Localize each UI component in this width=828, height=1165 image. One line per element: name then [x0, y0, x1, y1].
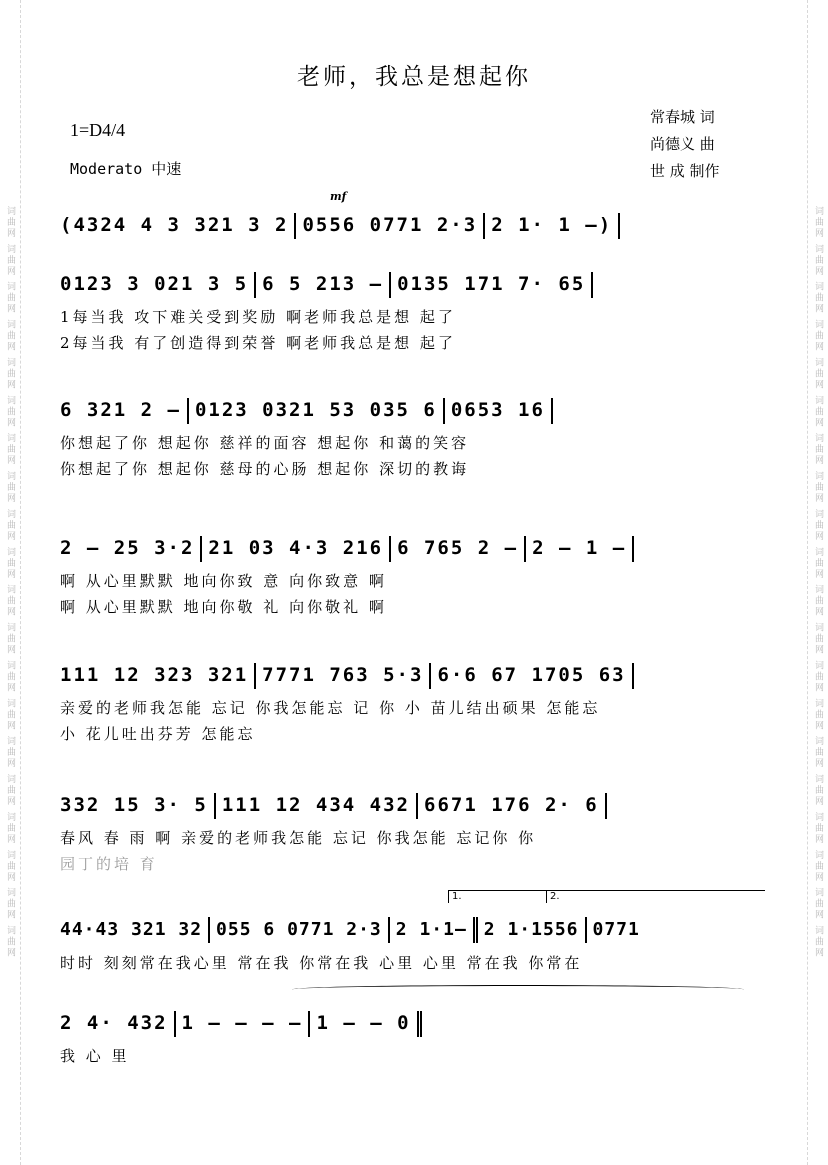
right-watermark-text: 词曲网: [813, 471, 823, 505]
score-system: [60, 390, 768, 482]
lyric-verse-1: 啊 从心里默默 地向你致 意 向你致意 啊: [60, 572, 387, 590]
score-system: [60, 205, 768, 245]
left-watermark-text: 词曲网: [5, 357, 15, 391]
tie-arc: [292, 985, 744, 994]
lyric-line: 我 心 里: [60, 1047, 130, 1065]
lyricist-credit: 常春城 词: [650, 108, 715, 126]
measure-group: 332 15 3· 5: [60, 794, 208, 816]
right-watermark-strip: [807, 0, 828, 1165]
right-watermark-text: 词曲网: [813, 887, 823, 921]
lyric-verse-1: 你想起了你 想起你 慈祥的面容 想起你 和蔼的笑容: [60, 434, 470, 452]
left-watermark-text: 词曲网: [5, 850, 15, 884]
score-system: [60, 1003, 768, 1069]
measure-group: 7771 763 5·3: [262, 664, 424, 686]
right-watermark-text: 词曲网: [813, 433, 823, 467]
barline: [308, 1011, 310, 1037]
barline: [551, 398, 553, 424]
left-watermark-strip: [0, 0, 21, 1165]
measure-group: 6 5 213 –: [262, 273, 384, 295]
first-ending-bracket: 1.: [448, 890, 552, 903]
left-watermark-text: 词曲网: [5, 471, 15, 505]
notation-line: [60, 264, 768, 304]
final-barline: [417, 1011, 422, 1037]
score-system: [60, 655, 768, 747]
right-watermark-text: 词曲网: [813, 925, 823, 959]
barline: [254, 663, 256, 689]
barline: [618, 213, 620, 239]
second-ending-bracket: 2.: [546, 890, 765, 903]
barline: [200, 536, 202, 562]
lyric-verse-2: 啊 从心里默默 地向你敬 礼 向你敬礼 啊: [60, 598, 387, 616]
left-watermark-text: 词曲网: [5, 281, 15, 315]
barline: [294, 213, 296, 239]
measure-group: 0135 171 7· 65: [397, 273, 586, 295]
left-watermark-text: 词曲网: [5, 812, 15, 846]
barline: [429, 663, 431, 689]
barline: [585, 917, 587, 943]
key-signature: 1=D4/4: [70, 120, 126, 140]
song-title: 老师，我总是想起你: [297, 64, 531, 90]
left-watermark-text: 词曲网: [5, 774, 15, 808]
composer-credit: 尚德义 曲: [650, 135, 715, 153]
barline: [416, 793, 418, 819]
barline: [483, 213, 485, 239]
measure-group: 6 321 2 –: [60, 399, 181, 421]
barline: [524, 536, 526, 562]
barline: [632, 536, 634, 562]
left-watermark-text: 词曲网: [5, 395, 15, 429]
notation-line: [60, 528, 768, 568]
right-watermark-text: 词曲网: [813, 812, 823, 846]
measure-group: 1 – – 0: [316, 1012, 411, 1034]
measure-group: 111 12 434 432: [221, 794, 410, 816]
lyric-verse-2: 2每当我 有了创造得到荣誉 啊老师我总是想 起了: [60, 334, 456, 352]
right-watermark-text: 词曲网: [813, 698, 823, 732]
notation-line: [60, 655, 768, 695]
barline: [208, 917, 210, 943]
measure-group: 0556 0771 2·3: [302, 214, 478, 236]
measure-group: 2 – 1 –: [532, 537, 627, 559]
notation-line: [60, 1003, 768, 1043]
measure-group: 0123 0321 53 035 6: [194, 399, 437, 421]
barline: [214, 793, 216, 819]
score-system: [60, 910, 768, 976]
measure-group: 6 765 2 –: [397, 537, 519, 559]
right-watermark-text: 词曲网: [813, 281, 823, 315]
measure-group: 0653 16: [450, 399, 545, 421]
right-watermark-text: 词曲网: [813, 736, 823, 770]
lyric-verse-1: 1每当我 攻下难关受到奖励 啊老师我总是想 起了: [60, 308, 456, 326]
lyric-verse-2: 园丁的培 育: [60, 855, 158, 873]
barline: [443, 398, 445, 424]
producer-credit: 世 成 制作: [650, 162, 720, 180]
right-watermark-text: 词曲网: [813, 357, 823, 391]
barline: [389, 536, 391, 562]
notation-line: [60, 910, 768, 950]
right-watermark-text: 词曲网: [813, 509, 823, 543]
measure-group: 6·6 67 1705 63: [437, 664, 626, 686]
right-watermark-text: 词曲网: [813, 774, 823, 808]
lyric-line: 时时 刻刻常在我心里 常在我 你常在我 心里 心里 常在我 你常在: [60, 954, 583, 972]
measure-group: 2 4· 432: [60, 1012, 168, 1034]
barline: [187, 398, 189, 424]
measure-group: 2 1· 1 –): [491, 214, 613, 236]
left-watermark-text: 词曲网: [5, 887, 15, 921]
lyric-verse-2: 小 花儿吐出芬芳 怎能忘: [60, 725, 256, 743]
notation-line: [60, 785, 768, 825]
measure-group: 2 – 25 3·2: [60, 537, 195, 559]
score-system: [60, 528, 768, 620]
left-watermark-text: 词曲网: [5, 244, 15, 278]
barline: [174, 1011, 176, 1037]
measure-group: 21 03 4·3 216: [208, 537, 384, 559]
left-watermark-text: 词曲网: [5, 319, 15, 353]
barline: [591, 272, 593, 298]
left-watermark-text: 词曲网: [5, 925, 15, 959]
right-watermark-text: 词曲网: [813, 244, 823, 278]
measure-group: 2 1·1556: [483, 919, 579, 940]
measure-group: 055 6 0771 2·3: [216, 919, 382, 940]
left-watermark-text: 词曲网: [5, 736, 15, 770]
notation-line: [60, 205, 768, 245]
credits: [650, 104, 768, 185]
right-watermark-text: 词曲网: [813, 547, 823, 581]
right-watermark-text: 词曲网: [813, 584, 823, 618]
right-watermark-text: 词曲网: [813, 206, 823, 240]
measure-group: 0771: [592, 919, 640, 940]
tempo-marking: Moderato 中速: [70, 160, 182, 178]
right-watermark-text: 词曲网: [813, 850, 823, 884]
repeat-barline: [473, 917, 478, 943]
score-system: [60, 264, 768, 356]
left-watermark-text: 词曲网: [5, 206, 15, 240]
dynamic-marking: mf: [330, 190, 347, 203]
right-watermark-text: 词曲网: [813, 622, 823, 656]
barline: [632, 663, 634, 689]
measure-group: (4324 4 3 321 3 2: [60, 214, 289, 236]
left-watermark-text: 词曲网: [5, 698, 15, 732]
barline: [254, 272, 256, 298]
score-sheet: [60, 0, 768, 1165]
measure-group: 44·43 321 32: [60, 919, 203, 940]
measure-group: 0123 3 021 3 5: [60, 273, 249, 295]
measure-group: 111 12 323 321: [60, 664, 249, 686]
left-watermark-text: 词曲网: [5, 433, 15, 467]
right-watermark-text: 词曲网: [813, 395, 823, 429]
lyric-verse-1: 亲爱的老师我怎能 忘记 你我怎能忘 记 你 小 苗儿结出硕果 怎能忘: [60, 699, 601, 717]
lyric-verse-2: 你想起了你 想起你 慈母的心肠 想起你 深切的教诲: [60, 460, 470, 478]
left-watermark-text: 词曲网: [5, 584, 15, 618]
barline: [388, 917, 390, 943]
barline: [389, 272, 391, 298]
left-watermark-text: 词曲网: [5, 509, 15, 543]
notation-line: [60, 390, 768, 430]
right-watermark-text: 词曲网: [813, 319, 823, 353]
left-watermark-text: 词曲网: [5, 547, 15, 581]
lyric-verse-1: 春风 春 雨 啊 亲爱的老师我怎能 忘记 你我怎能 忘记你 你: [60, 829, 537, 847]
measure-group: 6671 176 2· 6: [424, 794, 599, 816]
barline: [605, 793, 607, 819]
right-watermark-text: 词曲网: [813, 660, 823, 694]
left-watermark-text: 词曲网: [5, 660, 15, 694]
measure-group: 2 1·1–: [395, 919, 467, 940]
left-watermark-text: 词曲网: [5, 622, 15, 656]
measure-group: 1 – – – –: [181, 1012, 303, 1034]
score-system: [60, 785, 768, 877]
